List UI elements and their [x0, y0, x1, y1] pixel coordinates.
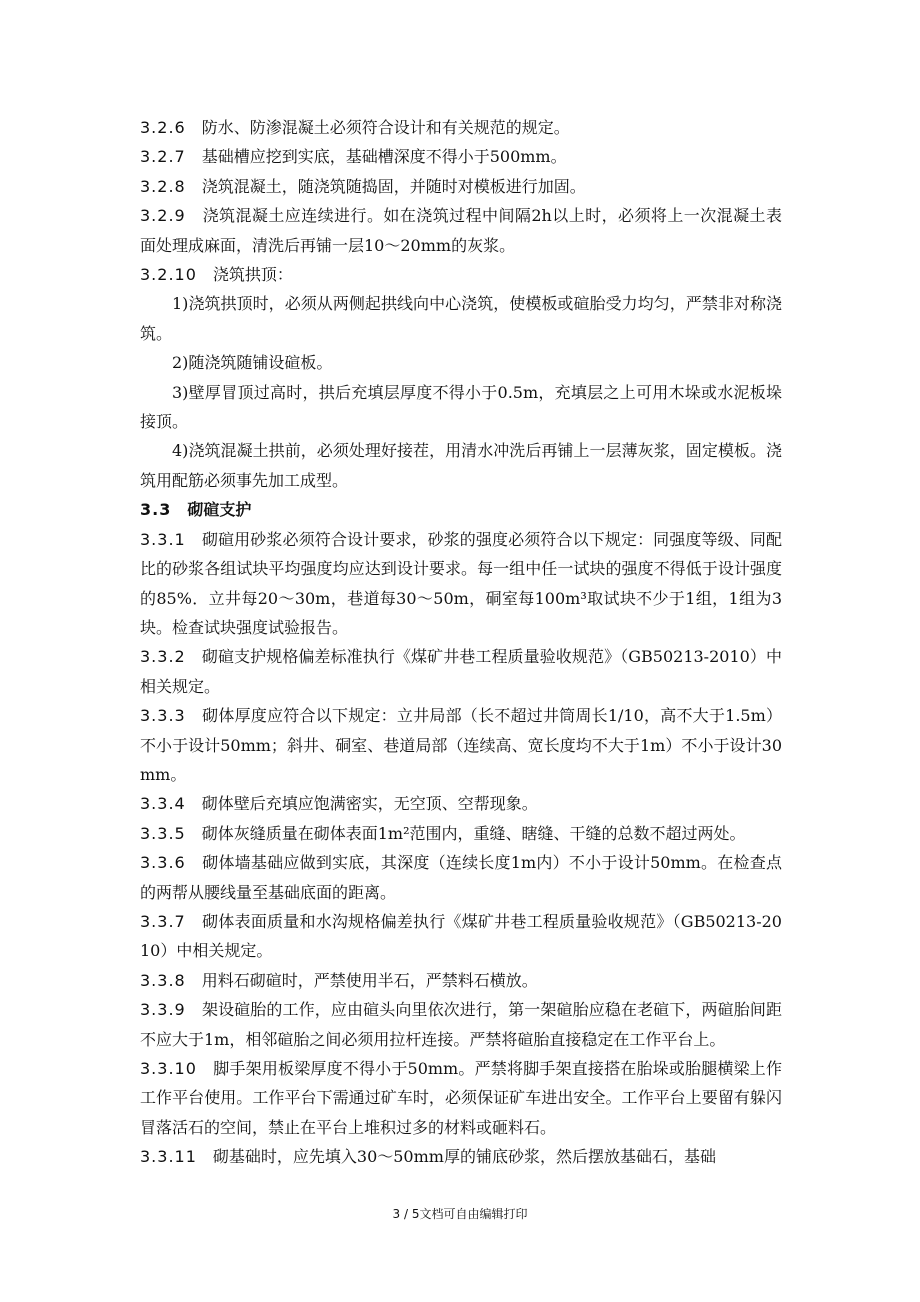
clause-number: 3.2.6	[140, 118, 186, 137]
clause-text: 防水、防渗混凝土必须符合设计和有关规范的规定。	[185, 118, 570, 137]
paragraph-3-2-7	[140, 142, 782, 171]
clause-text: 砌碹支护规格偏差标准执行《煤矿井巷工程质量验收规范》（GB50213-2010）中相关规定。	[140, 647, 782, 696]
paragraph-3-3-11	[140, 1142, 782, 1171]
clause-text: 用料石砌碹时，严禁使用半石，严禁料石横放。	[185, 970, 538, 990]
clause-number: 3.2.7	[140, 147, 186, 167]
section-title: 砌碹支护	[171, 500, 252, 520]
clause-number: 3.3.11	[140, 1147, 197, 1167]
paragraph-3-3-2	[140, 642, 782, 701]
clause-text: 浇筑混凝土应连续进行。如在浇筑过程中间隔2h以上时，必须将上一次混凝土表面处理成麻面，清洗后再铺一层10～20mm的灰浆。	[140, 206, 782, 255]
section-number: 3.3	[140, 500, 172, 520]
sub-item-4	[140, 436, 782, 495]
paragraph-3-2-8	[140, 172, 782, 201]
clause-number: 3.2.8	[140, 176, 186, 196]
paragraph-3-3-4	[140, 789, 782, 818]
paragraph-3-3-8	[140, 966, 782, 995]
clause-number: 3.3.3	[140, 706, 186, 726]
clause-number: 3.2.9	[140, 206, 186, 226]
paragraph-3-3-1	[140, 525, 782, 643]
paragraph-3-2-10	[140, 260, 782, 289]
clause-number: 3.2.10	[140, 265, 197, 285]
clause-text: 砌体表面质量和水沟规格偏差执行《煤矿井巷工程质量验收规范》（GB50213-2010）中相关规定。	[140, 911, 782, 961]
sub-item-text: 1)浇筑拱顶时，必须从两侧起拱线向中心浇筑，使模板或碹胎受力均匀，严禁非对称浇筑。	[140, 294, 782, 343]
clause-text: 砌体壁后充填应饱满密实，无空顶、空帮现象。	[185, 794, 538, 814]
sub-item-3	[140, 378, 782, 437]
clause-number: 3.3.2	[140, 647, 186, 667]
clause-number: 3.3.1	[140, 529, 186, 549]
clause-text: 砌碹用砂浆必须符合设计要求，砂浆的强度必须符合以下规定：同强度等级、同配比的砂浆各组试块平均强度均应达到设计要求。每一组中任一试块的强度不得低于设计强度的85%．立井每20～30m，巷道每30～50m，硐室每100m³取试块不少于1组，1组为3块。检查试块强度试验报告。	[140, 529, 782, 637]
clause-number: 3.3.9	[140, 1000, 186, 1020]
document-body	[140, 113, 782, 1172]
section-heading-3-3	[140, 495, 782, 524]
clause-number: 3.3.7	[140, 911, 186, 931]
sub-item-text: 4)浇筑混凝土拱前，必须处理好接茬，用清水冲洗后再铺上一层薄灰浆，固定模板。浇筑用配筋必须事先加工成型。	[140, 441, 782, 490]
paragraph-3-2-9	[140, 201, 782, 260]
paragraph-3-3-7	[140, 907, 782, 966]
clause-number: 3.3.4	[140, 794, 186, 814]
clause-text: 砌基础时，应先填入30～50mm厚的铺底砂浆，然后摆放基础石，基础	[196, 1147, 716, 1167]
clause-text: 浇筑拱顶：	[196, 265, 293, 285]
paragraph-3-2-6	[140, 113, 782, 142]
paragraph-3-3-3	[140, 701, 782, 789]
clause-text: 基础槽应挖到实底，基础槽深度不得小于500mm。	[185, 147, 567, 167]
page-footer: 3 / 5文档可自由编辑打印	[392, 1207, 528, 1221]
paragraph-3-3-6	[140, 848, 782, 907]
clause-number: 3.3.6	[140, 853, 186, 873]
clause-text: 砌体灰缝质量在砌体表面1m²范围内，重缝、瞎缝、干缝的总数不超过两处。	[185, 823, 746, 843]
sub-item-text: 3)壁厚冒顶过高时，拱后充填层厚度不得小于0.5m，充填层之上可用木垛或水泥板垛接顶。	[140, 382, 782, 432]
sub-item-1	[140, 289, 782, 348]
clause-text: 架设碹胎的工作，应由碹头向里依次进行，第一架碹胎应稳在老碹下，两碹胎间距不应大于1m，相邻碹胎之间必须用拉杆连接。严禁将碹胎直接稳定在工作平台上。	[140, 1000, 782, 1049]
clause-text: 脚手架用板梁厚度不得小于50mm。严禁将脚手架直接搭在胎垛或胎腿横梁上作工作平台使用。工作平台下需通过矿车时，必须保证矿车进出安全。工作平台上要留有躲闪冒落活石的空间，禁止在平台上堆积过多的材料或砸料石。	[140, 1059, 782, 1137]
clause-number: 3.3.5	[140, 823, 186, 843]
clause-text: 砌体厚度应符合以下规定：立井局部（长不超过井筒周长1/10，高不大于1.5m）不小于设计50mm；斜井、硐室、巷道局部（连续高、宽长度均不大于1m）不小于设计30mm。	[140, 706, 782, 784]
clause-text: 浇筑混凝土，随浇筑随捣固，并随时对模板进行加固。	[185, 176, 586, 196]
clause-text: 砌体墙基础应做到实底，其深度（连续长度1m内）不小于设计50mm。在检查点的两帮从腰线量至基础底面的距离。	[140, 853, 782, 902]
clause-number: 3.3.8	[140, 970, 186, 990]
sub-item-2	[140, 348, 782, 377]
paragraph-3-3-10	[140, 1054, 782, 1142]
paragraph-3-3-5	[140, 819, 782, 848]
paragraph-3-3-9	[140, 995, 782, 1054]
sub-item-text: 2)随浇筑随铺设碹板。	[172, 353, 333, 373]
clause-number: 3.3.10	[140, 1059, 197, 1078]
